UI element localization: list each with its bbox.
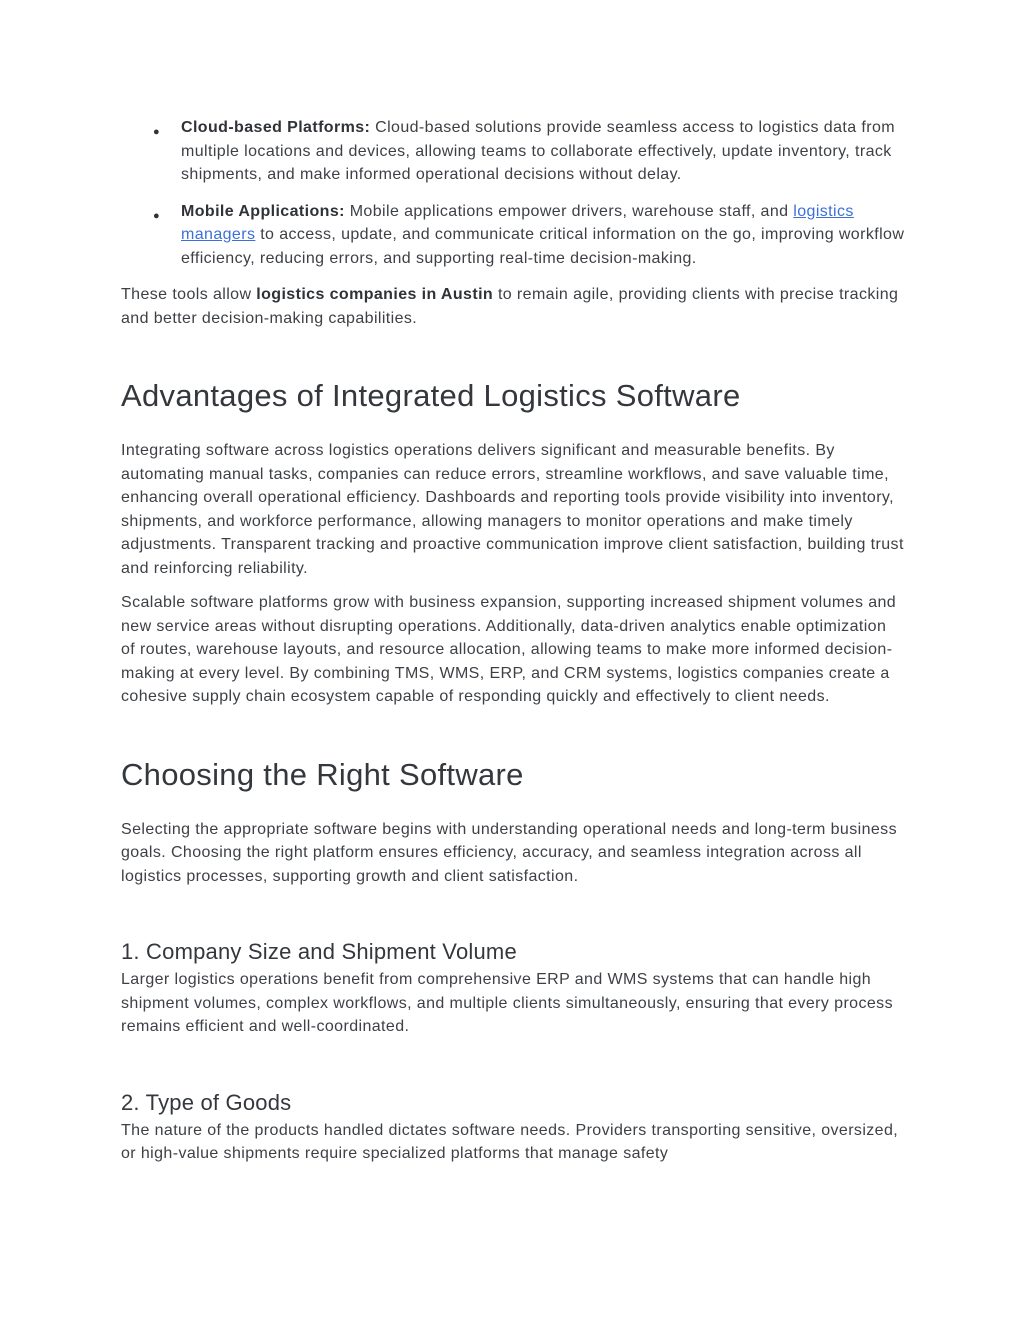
bullet-text: Cloud-based solutions provide seamless access to logistics data from multiple locations and devices, allowing teams to collaborate effectively, update inventory, track shipments, and make informed operational decisions without delay.: [181, 119, 895, 183]
advantages-heading: Advantages of Integrated Logistics Software: [121, 378, 741, 413]
list-item: [153, 200, 905, 271]
choosing-heading: Choosing the Right Software: [121, 756, 524, 792]
document-page: [121, 0, 905, 1166]
intro-paragraph: [121, 283, 905, 330]
intro-bold-text: logistics companies in Austin: [256, 286, 494, 303]
bullet-text: to access, update, and communicate critical information on the go, improving workflow efficiency, reducing errors, and supporting real-time decision-making.: [181, 226, 905, 267]
bullet-icon: ●: [153, 126, 161, 138]
advantages-paragraph-2: Scalable software platforms grow with business expansion, supporting increased shipment volumes and new service areas without disrupting operations. Additionally, data-driven analytics enable optimization of routes, warehouse layouts, and resource allocation, allowing teams to make more informed decision-making at every level. By combining TMS, WMS, ERP, and CRM systems, logistics companies create a cohesive supply chain ecosystem capable of responding quickly and effectively to client needs.: [121, 594, 897, 705]
bullet-icon: ●: [153, 209, 161, 222]
bullet-label: Mobile Applications:: [181, 202, 345, 220]
subsection-heading-company-size: 1. Company Size and Shipment Volume: [121, 939, 517, 964]
subsection-heading-type-of-goods: 2. Type of Goods: [121, 1089, 292, 1115]
bullet-text: Mobile applications empower drivers, warehouse staff, and: [344, 202, 794, 220]
choosing-intro-paragraph: Selecting the appropriate software begins with understanding operational needs and long-term business goals. Choosing the right platform ensures efficiency, accuracy, and seamless integration across all logistics processes, supporting growth and client satisfaction.: [121, 820, 897, 885]
subsection-text-company-size: Larger logistics operations benefit from comprehensive ERP and WMS systems that can handle high shipment volumes, complex workflows, and multiple clients simultaneously, ensuring that every process remains efficient and well-coordinated.: [121, 971, 893, 1035]
bullet-label: Cloud-based Platforms:: [181, 119, 371, 136]
advantages-paragraph-1: Integrating software across logistics operations delivers significant and measurable benefits. By automating manual tasks, companies can reduce errors, streamline workflows, and save valuable time, enhancing overall operational efficiency. Dashboards and reporting tools provide visibility into inventory, shipments, and workforce performance, allowing managers to monitor operations and make timely adjustments. Transparent tracking and proactive communication improve client satisfaction, building trust and reinforcing reliability.: [121, 442, 904, 577]
subsection-text-type-of-goods: The nature of the products handled dictates software needs. Providers transporting sensitive, oversized, or high-value shipments require specialized platforms that manage safety: [121, 1121, 899, 1162]
logistics-managers-link[interactable]: logistics managers: [181, 202, 854, 243]
intro-text: to remain agile, providing clients with precise tracking and better decision-making capabilities.: [121, 286, 899, 327]
tools-bullet-list: [121, 116, 905, 270]
intro-text: These tools allow: [121, 286, 257, 303]
list-item: [153, 116, 905, 187]
